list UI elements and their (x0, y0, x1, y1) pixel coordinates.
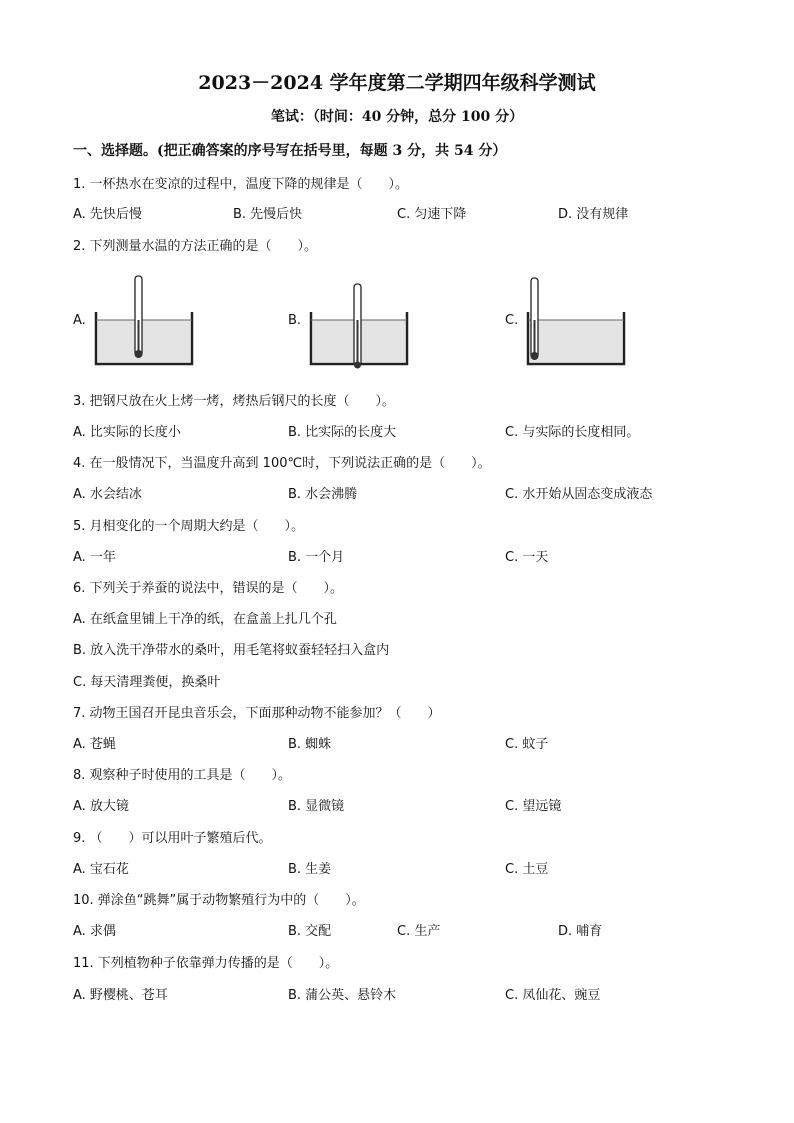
q11-option-b: B. 蒲公英、悬铃木 (288, 988, 397, 1003)
q1-option-b: B. 先慢后快 (233, 207, 303, 222)
question-8: 8. 观察种子时使用的工具是（ ）。 (73, 768, 292, 783)
section-heading: 一、选择题。(把正确答案的序号写在括号里，每题 3 分，共 54 分） (73, 143, 507, 159)
q5-option-b: B. 一个月 (288, 550, 345, 565)
q8-option-b: B. 显微镜 (288, 799, 345, 814)
question-1: 1. 一杯热水在变凉的过程中，温度下降的规律是（ ）。 (73, 177, 409, 192)
q9-option-c: C. 土豆 (505, 862, 549, 877)
q10-option-a: A. 求偶 (73, 924, 116, 939)
q5-option-c: C. 一天 (505, 550, 549, 565)
exam-subtitle: 笔试：（时间：40 分钟，总分 100 分） (270, 109, 524, 125)
q9-option-a: A. 宝石花 (73, 862, 129, 877)
q1-option-a: A. 先快后慢 (73, 207, 142, 222)
q4-option-b: B. 水会沸腾 (288, 487, 358, 502)
q10-option-d: D. 哺育 (558, 924, 603, 939)
figure-label-b: B. (288, 313, 302, 328)
q7-option-b: B. 蜘蛛 (288, 737, 332, 752)
question-5: 5. 月相变化的一个周期大约是（ ）。 (73, 519, 305, 534)
beaker-thermometer-b (305, 282, 413, 372)
q1-option-c: C. 匀速下降 (397, 207, 467, 222)
figure-label-a: A. (73, 313, 86, 328)
q10-option-b: B. 交配 (288, 924, 332, 939)
q7-option-a: A. 苍蝇 (73, 737, 116, 752)
question-4: 4. 在一般情况下，当温度升高到 100℃时，下列说法正确的是（ ）。 (73, 456, 491, 471)
beaker-thermometer-c (522, 274, 630, 372)
q4-option-c: C. 水开始从固态变成液态 (505, 487, 653, 502)
q11-option-a: A. 野樱桃、苍耳 (73, 988, 168, 1003)
q3-option-a: A. 比实际的长度小 (73, 425, 181, 440)
q7-option-c: C. 蚊子 (505, 737, 549, 752)
q3-option-c: C. 与实际的长度相同。 (505, 425, 640, 440)
figure-label-c: C. (505, 313, 519, 328)
q11-option-c: C. 凤仙花、豌豆 (505, 988, 601, 1003)
beaker-thermometer-a (90, 272, 198, 372)
q4-option-a: A. 水会结冰 (73, 487, 142, 502)
q6-option-b: B. 放入洗干净带水的桑叶，用毛笔将蚁蚕轻轻扫入盒内 (73, 643, 390, 658)
q3-option-b: B. 比实际的长度大 (288, 425, 397, 440)
question-6: 6. 下列关于养蚕的说法中，错误的是（ ）。 (73, 581, 344, 596)
q6-option-c: C. 每天清理粪便，换桑叶 (73, 675, 221, 690)
q8-option-c: C. 望远镜 (505, 799, 562, 814)
q8-option-a: A. 放大镜 (73, 799, 129, 814)
q9-option-b: B. 生姜 (288, 862, 332, 877)
question-11: 11. 下列植物种子依靠弹力传播的是（ ）。 (73, 956, 339, 971)
q1-option-d: D. 没有规律 (558, 207, 629, 222)
q10-option-c: C. 生产 (397, 924, 441, 939)
q5-option-a: A. 一年 (73, 550, 116, 565)
question-10: 10. 弹涂鱼“跳舞”属于动物繁殖行为中的（ ）。 (73, 893, 365, 908)
question-2: 2. 下列测量水温的方法正确的是（ ）。 (73, 239, 318, 254)
q6-option-a: A. 在纸盒里铺上干净的纸，在盒盖上扎几个孔 (73, 612, 337, 627)
question-7: 7. 动物王国召开昆虫音乐会，下面那种动物不能参加？（ ） (73, 706, 441, 721)
exam-title: 2023－2024 学年度第二学期四年级科学测试 (198, 72, 596, 94)
question-3: 3. 把钢尺放在火上烤一烤，烤热后钢尺的长度（ ）。 (73, 394, 396, 409)
question-9: 9. （ ）可以用叶子繁殖后代。 (73, 831, 272, 846)
